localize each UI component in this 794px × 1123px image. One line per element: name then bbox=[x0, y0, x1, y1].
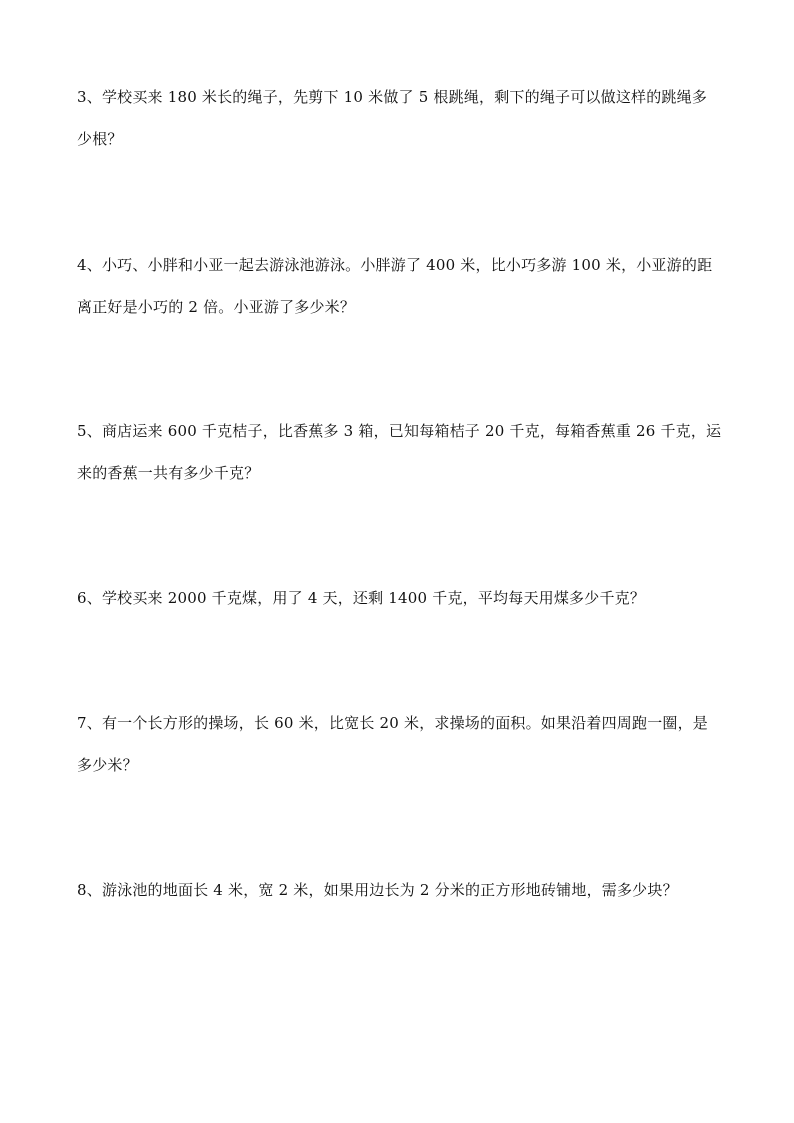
problem-5-line-1: 5、商店运来 600 千克桔子，比香蕉多 3 箱，已知每箱桔子 20 千克，每箱香蕉重 26 千克，运 bbox=[77, 422, 722, 440]
problem-4 bbox=[77, 244, 722, 328]
problem-8 bbox=[77, 869, 722, 911]
problem-4-line-2: 离正好是小巧的 2 倍。小亚游了多少米？ bbox=[77, 298, 356, 316]
problem-3-line-1: 3、学校买来 180 米长的绳子，先剪下 10 米做了 5 根跳绳，剩下的绳子可以做这样的跳绳多 bbox=[77, 88, 708, 106]
problem-3-line-2: 少根？ bbox=[77, 130, 123, 148]
problem-6-line-1: 6、学校买来 2000 千克煤，用了 4 天，还剩 1400 千克，平均每天用煤多少千克？ bbox=[77, 589, 646, 607]
problem-5-line-2: 来的香蕉一共有多少千克？ bbox=[77, 464, 260, 482]
problem-3 bbox=[77, 76, 722, 160]
problem-7-line-1: 7、有一个长方形的操场，长 60 米，比宽长 20 米，求操场的面积。如果沿着四周跑一圈，是 bbox=[77, 714, 708, 732]
problem-6 bbox=[77, 577, 722, 619]
problem-5 bbox=[77, 410, 722, 494]
problem-8-line-1: 8、游泳池的地面长 4 米，宽 2 米，如果用边长为 2 分米的正方形地砖铺地，需多少块？ bbox=[77, 881, 678, 899]
problem-7-line-2: 多少米？ bbox=[77, 756, 138, 774]
problem-4-line-1: 4、小巧、小胖和小亚一起去游泳池游泳。小胖游了 400 米，比小巧多游 100 米，小亚游的距 bbox=[77, 256, 713, 274]
problem-7 bbox=[77, 702, 722, 786]
